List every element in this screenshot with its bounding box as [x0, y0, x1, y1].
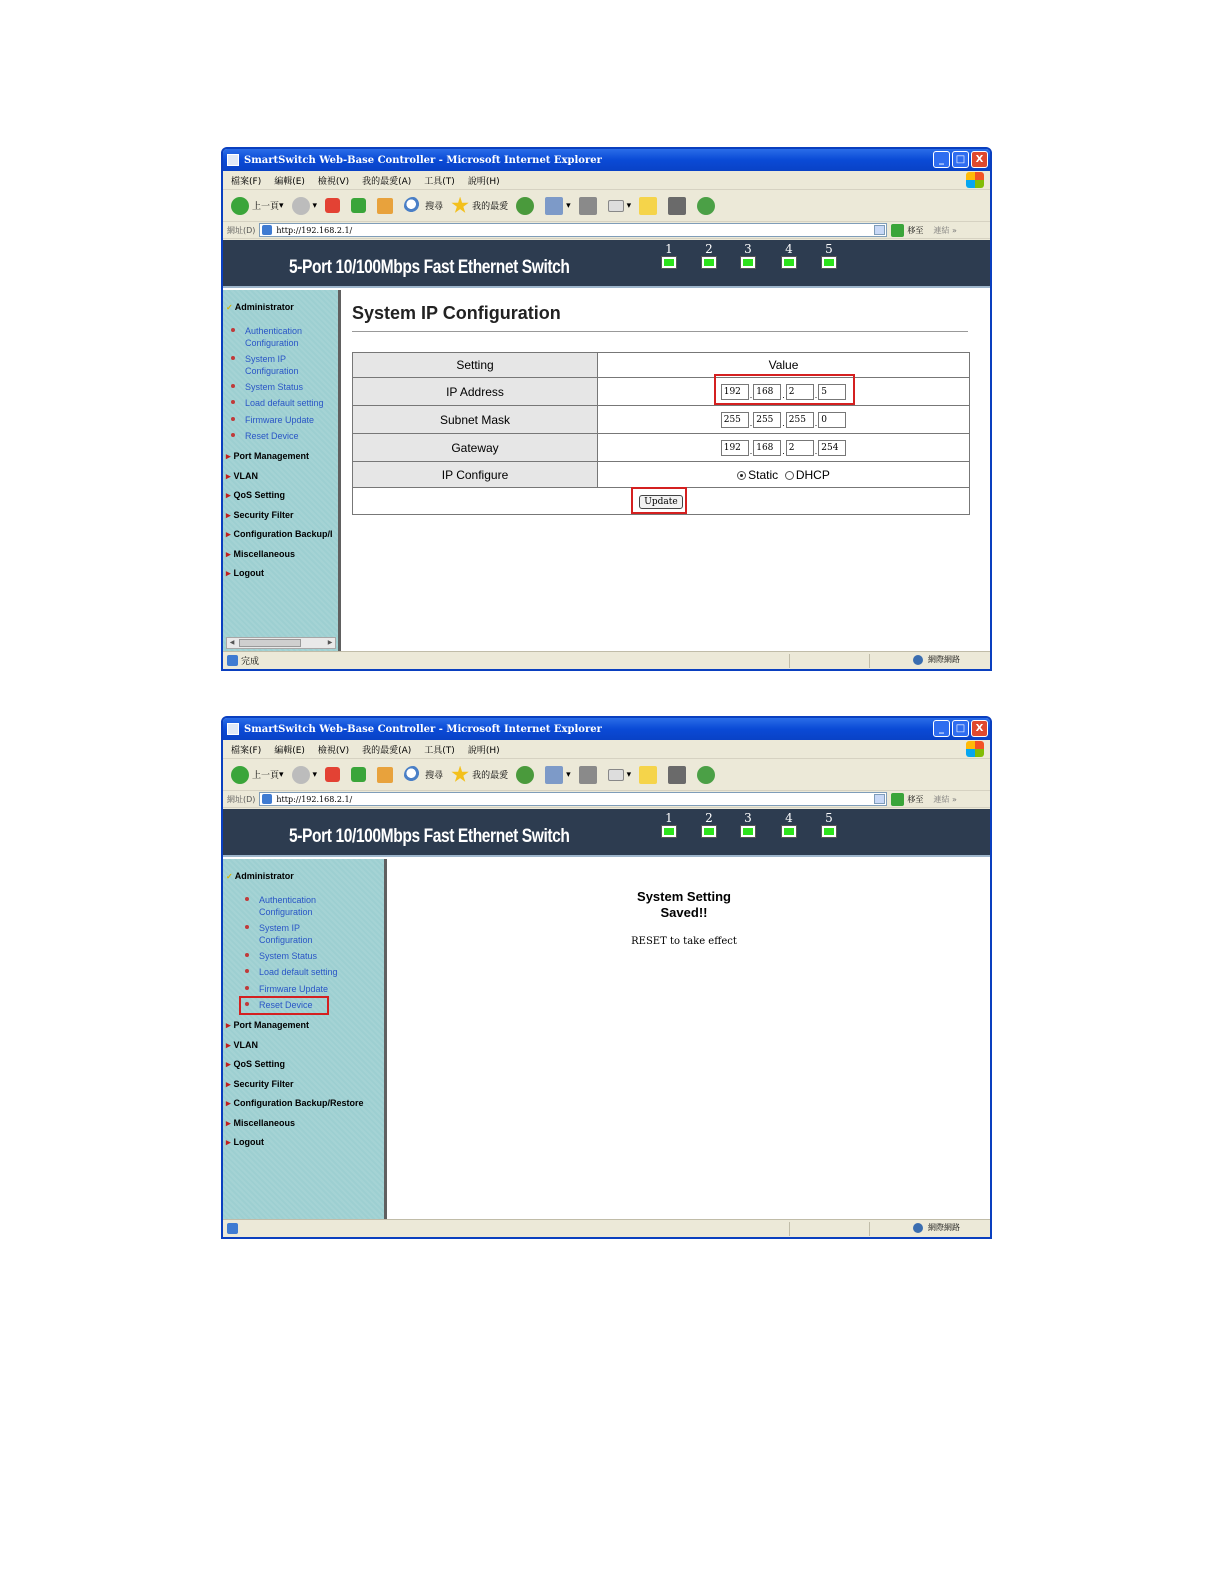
port-number: 4 — [785, 242, 793, 256]
port-number: 1 — [665, 811, 673, 825]
sidebar-cat-vlan[interactable]: ▸ VLAN — [226, 471, 258, 482]
home-button[interactable] — [377, 767, 396, 783]
sidebar-item-load-default[interactable]: Load default setting — [245, 397, 341, 409]
mail-button[interactable]: ▾ — [545, 197, 571, 215]
favorites-label: 我的最愛 — [472, 202, 509, 212]
port-led-icon — [822, 826, 836, 837]
go-label: 移至 — [907, 794, 924, 804]
sidebar-item-authentication[interactable]: Authentication Configuration — [259, 894, 351, 918]
ie-page-icon — [262, 794, 272, 804]
gw-octet-2-input[interactable]: 168 — [753, 440, 781, 456]
media-button[interactable] — [516, 766, 537, 784]
browser-window-setting-saved — [221, 716, 992, 1239]
update-button[interactable]: Update — [639, 495, 682, 509]
port-led-icon — [702, 257, 716, 268]
table-row-ip-configure — [353, 462, 970, 488]
ie-page-icon — [227, 655, 238, 666]
mask-octet-1-input[interactable]: 255 — [721, 412, 749, 428]
port-indicator-3 — [738, 242, 758, 268]
row-label-gateway: Gateway — [353, 434, 598, 462]
toolbar — [223, 759, 990, 791]
radio-dhcp[interactable] — [785, 468, 830, 482]
content-area — [344, 290, 990, 651]
ie-page-icon — [227, 723, 239, 735]
port-number: 4 — [785, 811, 793, 825]
saved-line-2: Saved!! — [660, 905, 708, 920]
sidebar-cat-config-backup[interactable]: ▸ Configuration Backup/I — [226, 529, 333, 540]
table-row-subnet-mask — [353, 406, 970, 434]
links-label: 連結 — [933, 794, 950, 804]
favorites-star-icon — [451, 197, 469, 215]
gw-octet-3-input[interactable]: 2 — [786, 440, 814, 456]
subnet-mask-group: 255 . 255 . 255 . 0 — [721, 412, 847, 428]
port-number: 3 — [744, 811, 752, 825]
edit-button[interactable]: ▾ — [608, 769, 632, 781]
table-row-ip-address — [353, 378, 970, 406]
radio-unselected-icon — [785, 471, 794, 480]
print-button[interactable] — [579, 197, 600, 215]
messenger-button[interactable] — [697, 197, 718, 215]
menu-bar — [223, 171, 990, 190]
address-url: http://192.168.2.1/ — [276, 794, 353, 804]
sidebar-item-reset-device[interactable]: Reset Device — [245, 430, 337, 442]
folder-button[interactable] — [639, 197, 660, 215]
mail-icon — [545, 197, 563, 215]
ip-octet-3-input[interactable]: 2 — [786, 384, 814, 400]
windows-logo-icon — [966, 741, 984, 757]
port-number: 5 — [825, 811, 833, 825]
research-button[interactable] — [668, 766, 689, 784]
messenger-icon — [697, 197, 715, 215]
mask-octet-2-input[interactable]: 255 — [753, 412, 781, 428]
links-button[interactable] — [933, 225, 956, 236]
sidebar-item-reset-device[interactable]: Reset Device — [259, 999, 369, 1011]
page-viewport — [223, 809, 990, 1219]
go-arrow-icon — [891, 793, 904, 806]
favorites-button[interactable] — [451, 197, 508, 215]
stop-button[interactable] — [325, 767, 343, 782]
menu-favorites[interactable]: 我的最愛(A) — [362, 176, 412, 187]
ip-configure-value-cell — [598, 462, 970, 488]
stop-button[interactable] — [325, 198, 343, 213]
folder-button[interactable] — [639, 766, 660, 784]
messenger-icon — [697, 766, 715, 784]
research-button[interactable] — [668, 197, 689, 215]
sidebar-header-administrator[interactable]: ✓ Administrator — [226, 302, 294, 312]
gateway-group: 192 . 168 . 2 . 254 — [721, 440, 847, 456]
sidebar-cat-security-filter[interactable]: ▸ Security Filter — [226, 510, 294, 521]
update-highlight-box — [631, 487, 687, 514]
radio-static[interactable] — [737, 468, 778, 482]
port-led-icon — [662, 257, 676, 268]
scroll-right-icon[interactable]: ▶ — [327, 639, 333, 646]
sidebar-item-firmware-update[interactable]: Firmware Update — [259, 983, 369, 995]
address-input[interactable] — [259, 792, 887, 806]
sidebar-item-system-status[interactable]: System Status — [245, 381, 337, 393]
ip-octet-2-input[interactable]: 168 — [753, 384, 781, 400]
port-indicator-2 — [699, 242, 719, 268]
minimize-button[interactable]: _ — [933, 151, 950, 168]
address-url: http://192.168.2.1/ — [276, 225, 353, 235]
security-zone — [913, 1222, 960, 1233]
column-header-setting: Setting — [353, 353, 598, 378]
go-button[interactable] — [891, 224, 923, 237]
chevron-down-icon[interactable] — [874, 794, 885, 804]
search-icon — [404, 197, 422, 215]
ip-address-group: 192 . 168 . 2 . 5 — [721, 384, 847, 400]
menu-bar — [223, 740, 990, 759]
search-button[interactable] — [404, 766, 443, 784]
menu-view[interactable]: 檢視(V) — [317, 745, 350, 756]
forward-button[interactable]: ▾ — [292, 766, 318, 784]
menu-view[interactable]: 檢視(V) — [317, 176, 350, 187]
port-indicator-2 — [699, 811, 719, 837]
menu-file[interactable]: 檔案(F) — [231, 745, 262, 756]
sidebar-menu — [223, 859, 387, 1219]
home-button[interactable] — [377, 198, 396, 214]
stop-icon — [325, 198, 340, 213]
sidebar-cat-vlan[interactable]: ▸ VLAN — [226, 1040, 258, 1051]
media-icon — [516, 766, 534, 784]
sidebar-cat-miscellaneous[interactable]: ▸ Miscellaneous — [226, 1118, 295, 1129]
ip-octet-1-input[interactable]: 192 — [721, 384, 749, 400]
window-titlebar[interactable] — [223, 718, 990, 740]
status-divider — [789, 654, 790, 668]
address-label: 網址(D) — [227, 794, 256, 804]
sidebar-item-system-ip[interactable]: System IP Configuration — [245, 353, 337, 377]
toolbar — [223, 190, 990, 222]
refresh-button[interactable] — [351, 198, 369, 213]
radio-selected-icon — [737, 471, 746, 480]
forward-button[interactable]: ▾ — [292, 197, 318, 215]
print-button[interactable] — [579, 766, 600, 784]
sidebar-cat-logout[interactable]: ▸ Logout — [226, 1137, 264, 1148]
ie-page-icon — [227, 1223, 238, 1234]
sidebar-item-load-default[interactable]: Load default setting — [259, 966, 379, 978]
folder-icon — [639, 197, 657, 215]
search-button[interactable] — [404, 197, 443, 215]
address-bar — [223, 791, 990, 808]
favorites-button[interactable] — [451, 766, 508, 784]
close-button[interactable]: X — [971, 720, 988, 737]
content-area — [390, 859, 990, 1219]
links-label: 連結 — [933, 225, 950, 235]
home-icon — [377, 767, 393, 783]
status-bar — [223, 651, 990, 669]
scroll-left-icon[interactable]: ◀ — [229, 639, 235, 646]
port-indicator-1 — [659, 242, 679, 268]
port-led-icon — [822, 257, 836, 268]
menu-tools[interactable]: 工具(T) — [424, 176, 455, 187]
back-label: 上一頁 — [252, 771, 280, 781]
forward-arrow-icon — [292, 197, 310, 215]
zone-label: 網際網路 — [928, 655, 960, 664]
mail-button[interactable]: ▾ — [545, 766, 571, 784]
sidebar-item-firmware-update[interactable]: Firmware Update — [245, 414, 337, 426]
gw-octet-1-input[interactable]: 192 — [721, 440, 749, 456]
media-icon — [516, 197, 534, 215]
menu-edit[interactable]: 編輯(E) — [274, 745, 305, 756]
ie-page-icon — [262, 225, 272, 235]
status-divider — [789, 1222, 790, 1236]
menu-help[interactable]: 說明(H) — [467, 745, 500, 756]
reset-device-highlight-box — [239, 996, 329, 1015]
port-led-icon — [702, 826, 716, 837]
chevron-down-icon[interactable] — [874, 225, 885, 235]
port-indicator-4 — [779, 242, 799, 268]
back-arrow-icon — [231, 766, 249, 784]
mask-octet-3-input[interactable]: 255 — [786, 412, 814, 428]
port-indicator-3 — [738, 811, 758, 837]
port-led-icon — [662, 826, 676, 837]
address-bar — [223, 222, 990, 239]
minimize-button[interactable]: _ — [933, 720, 950, 737]
status-text: 完成 — [241, 657, 260, 667]
port-led-icon — [782, 257, 796, 268]
favorites-star-icon — [451, 766, 469, 784]
back-label: 上一頁 — [252, 202, 280, 212]
window-title: SmartSwitch Web-Base Controller - Microsoft Internet Explorer — [244, 154, 602, 166]
print-icon — [579, 197, 597, 215]
status-divider — [869, 1222, 870, 1236]
search-label: 搜尋 — [425, 771, 444, 781]
menu-help[interactable]: 說明(H) — [467, 176, 500, 187]
globe-icon — [913, 1223, 923, 1233]
scrollbar-thumb[interactable] — [239, 639, 301, 647]
page-viewport — [223, 240, 990, 651]
window-titlebar[interactable] — [223, 149, 990, 171]
favorites-label: 我的最愛 — [472, 771, 509, 781]
zone-label: 網際網路 — [928, 1223, 960, 1232]
saved-message — [390, 889, 978, 921]
go-arrow-icon — [891, 224, 904, 237]
switch-banner — [223, 240, 990, 288]
sidebar-header-administrator[interactable]: ✓ Administrator — [226, 871, 294, 881]
stop-icon — [325, 767, 340, 782]
links-button[interactable] — [933, 794, 956, 805]
row-label-ip-address: IP Address — [353, 378, 598, 406]
status-bar — [223, 1219, 990, 1237]
research-icon — [668, 197, 686, 215]
port-number: 5 — [825, 242, 833, 256]
radio-dhcp-label: DHCP — [795, 467, 830, 482]
menu-file[interactable]: 檔案(F) — [231, 176, 262, 187]
sidebar-menu — [223, 290, 341, 651]
search-icon — [404, 766, 422, 784]
ie-page-icon — [227, 154, 239, 166]
radio-static-label: Static — [748, 467, 779, 482]
forward-arrow-icon — [292, 766, 310, 784]
refresh-icon — [351, 198, 366, 213]
row-label-subnet-mask: Subnet Mask — [353, 406, 598, 434]
research-icon — [668, 766, 686, 784]
links-chevron: » — [951, 225, 957, 235]
status-divider — [869, 654, 870, 668]
maximize-button[interactable]: □ — [952, 151, 969, 168]
sidebar-item-system-status[interactable]: System Status — [259, 950, 369, 962]
switch-banner — [223, 809, 990, 857]
maximize-button[interactable]: □ — [952, 720, 969, 737]
port-number: 2 — [705, 811, 713, 825]
links-chevron: » — [951, 794, 957, 804]
port-indicator-5 — [819, 811, 839, 837]
page-title: System IP Configuration — [352, 303, 561, 323]
sidebar-item-authentication[interactable]: Authentication Configuration — [245, 325, 337, 349]
column-header-value: Value — [598, 353, 970, 378]
row-label-ip-configure: IP Configure — [353, 462, 598, 488]
gateway-value-cell — [598, 434, 970, 462]
port-number: 3 — [744, 242, 752, 256]
back-button[interactable]: 上一頁 ▾ — [231, 766, 284, 784]
port-indicator-4 — [779, 811, 799, 837]
sidebar-cat-port-management[interactable]: ▸ Port Management — [226, 451, 309, 462]
sidebar-cat-qos[interactable]: ▸ QoS Setting — [226, 490, 285, 501]
go-button[interactable] — [891, 793, 923, 806]
folder-icon — [639, 766, 657, 784]
edit-button[interactable]: ▾ — [608, 200, 632, 212]
security-zone — [913, 654, 960, 665]
sidebar-cat-miscellaneous[interactable]: ▸ Miscellaneous — [226, 549, 295, 560]
address-label: 網址(D) — [227, 225, 256, 235]
print-icon — [579, 766, 597, 784]
sidebar-cat-security-filter[interactable]: ▸ Security Filter — [226, 1079, 294, 1090]
ip-octet-4-input[interactable]: 5 — [818, 384, 846, 400]
gw-octet-4-input[interactable]: 254 — [818, 440, 846, 456]
window-title: SmartSwitch Web-Base Controller - Microsoft Internet Explorer — [244, 723, 602, 735]
media-button[interactable] — [516, 197, 537, 215]
table-row-gateway — [353, 434, 970, 462]
port-number: 1 — [665, 242, 673, 256]
messenger-button[interactable] — [697, 766, 718, 784]
port-led-icon — [741, 826, 755, 837]
edit-icon — [608, 769, 624, 781]
edit-icon — [608, 200, 624, 212]
close-button[interactable]: X — [971, 151, 988, 168]
home-icon — [377, 198, 393, 214]
port-led-icon — [782, 826, 796, 837]
sidebar-horizontal-scrollbar[interactable] — [226, 637, 336, 649]
sidebar-cat-config-backup[interactable]: ▸ Configuration Backup/Restore — [226, 1098, 364, 1109]
port-number: 2 — [705, 242, 713, 256]
mail-icon — [545, 766, 563, 784]
table-header-row — [353, 353, 970, 378]
reset-notice: RESET to take effect — [631, 936, 737, 947]
mask-octet-4-input[interactable]: 0 — [818, 412, 846, 428]
title-divider — [352, 331, 968, 332]
back-arrow-icon — [231, 197, 249, 215]
search-label: 搜尋 — [425, 202, 444, 212]
windows-logo-icon — [966, 172, 984, 188]
menu-edit[interactable]: 編輯(E) — [274, 176, 305, 187]
browser-window-system-ip — [221, 147, 992, 671]
refresh-button[interactable] — [351, 767, 369, 782]
sidebar-cat-port-management[interactable]: ▸ Port Management — [226, 1020, 309, 1031]
menu-favorites[interactable]: 我的最愛(A) — [362, 745, 412, 756]
sidebar-cat-qos[interactable]: ▸ QoS Setting — [226, 1059, 285, 1070]
menu-tools[interactable]: 工具(T) — [424, 745, 455, 756]
address-input[interactable] — [259, 223, 887, 237]
back-button[interactable]: 上一頁 ▾ — [231, 197, 284, 215]
globe-icon — [913, 655, 923, 665]
banner-title: 5-Port 10/100Mbps Fast Ethernet Switch — [289, 826, 570, 847]
ip-address-highlight-box — [714, 374, 855, 405]
port-indicator-1 — [659, 811, 679, 837]
banner-title: 5-Port 10/100Mbps Fast Ethernet Switch — [289, 257, 570, 278]
port-led-icon — [741, 257, 755, 268]
port-indicator-5 — [819, 242, 839, 268]
subnet-mask-value-cell — [598, 406, 970, 434]
refresh-icon — [351, 767, 366, 782]
sidebar-item-system-ip[interactable]: System IP Configuration — [259, 922, 351, 946]
go-label: 移至 — [907, 225, 924, 235]
sidebar-cat-logout[interactable]: ▸ Logout — [226, 568, 264, 579]
saved-line-1: System Setting — [637, 889, 731, 904]
